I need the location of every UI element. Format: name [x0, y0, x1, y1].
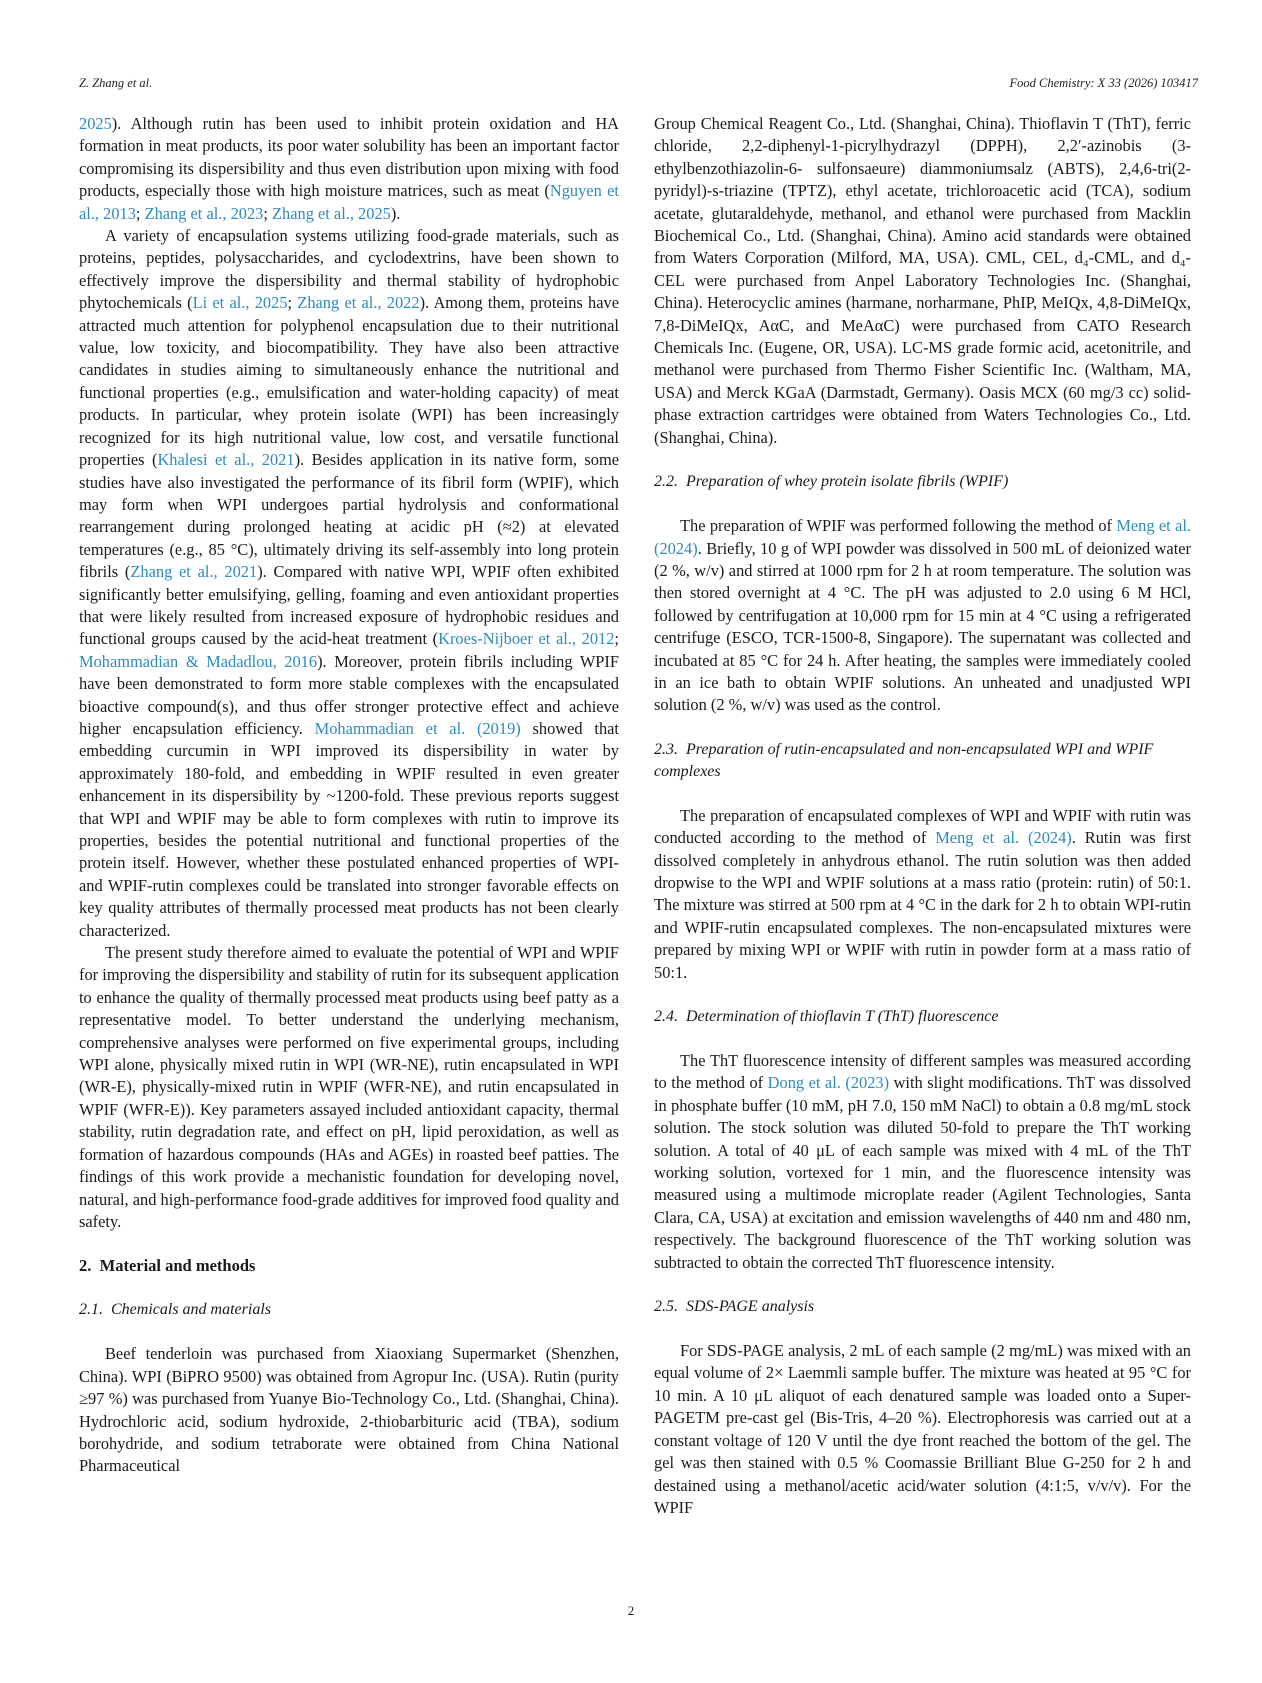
citation-link[interactable]: Li et al., 2025	[192, 293, 288, 313]
citation-link[interactable]: Zhang et al., 2022	[297, 293, 420, 313]
paragraph: Beef tenderloin was purchased from Xiaoxiang Supermarket (Shenzhen, China). WPI (BiPRO 9500) was obtained from Agropur Inc. (USA). Rutin (purity ≥97 %) was purchased from Yuanye Bio-Technology Co., Ltd. (Shanghai, China). Hydrochloric acid, sodium hydroxide, 2-thiobarbituric acid (TBA), sodium borohydride, and sodium tetraborate were obtained from China National Pharmaceutical	[79, 1344, 619, 1476]
citation-link[interactable]: Nguyen et al., 2013	[79, 181, 619, 223]
subsection-heading: 2.5. SDS-PAGE analysis	[654, 1298, 815, 1316]
citation-link[interactable]: Meng et al. (2024)	[935, 828, 1072, 848]
citation-link[interactable]: Zhang et al., 2021	[130, 562, 258, 582]
right-column	[654, 113, 1191, 1519]
paragraph: The present study therefore aimed to evaluate the potential of WPI and WPIF for improving the dispersibility and stability of rutin for its subsequent application to enhance the quality of thermally processed meat products using beef patty as a representative model. To better understand the underlying mechanism, comprehensive analyses were performed on five experimental groups, including WPI alone, physically mixed rutin in WPI (WR-NE), rutin encapsulated in WPI (WR-E), physically-mixed rutin in WPIF (WFR-NE), and rutin encapsulated in WPIF (WFR-E)). Key parameters assayed included antioxidant capacity, thermal stability, rutin degradation rate, and effect on pH, lipid peroxidation, as well as formation of hazardous compounds (HAs and AGEs) in roasted beef patties. The findings of this work provide a mechanistic foundation for developing novel, natural, and high-performance food-grade additives for improved food quality and safety.	[79, 943, 619, 1231]
citation-link[interactable]: Mohammadian et al. (2019)	[314, 718, 521, 738]
citation-link[interactable]: Khalesi et al., 2021	[157, 450, 295, 470]
citation-link[interactable]: 2025	[79, 114, 112, 133]
citation-link[interactable]: Zhang et al., 2025	[272, 203, 391, 223]
citation-link[interactable]: Dong et al. (2023)	[767, 1073, 890, 1093]
subsection-heading: 2.1. Chemicals and materials	[79, 1301, 271, 1319]
section-heading: 2. Material and methods	[79, 1256, 256, 1276]
running-head-authors: Z. Zhang et al.	[79, 76, 153, 90]
paragraph: The ThT fluorescence intensity of different samples was measured according to the method of Dong et al. (2023) with slight modifications. ThT was dissolved in phosphate buffer (10 mM, pH 7.0, 150 mM NaCl) to obtain a 0.8 mg/mL stock solution. The stock solution was diluted 50-fold to prepare the ThT working solution. A total of 40 μL of each sample was mixed with 4 mL of the ThT working solution, vortexed for 1 min, and the fluorescence intensity was measured using a multimode microplate reader (Agilent Technologies, Santa Clara, CA, USA) at excitation and emission wavelengths of 440 nm and 480 nm, respectively. The background fluorescence of the ThT working solution was subtracted to obtain the corrected ThT fluorescence intensity.	[654, 1051, 1191, 1272]
paragraph: Group Chemical Reagent Co., Ltd. (Shanghai, China). Thioflavin T (ThT), ferric chloride, 2,2-diphenyl-1-picrylhydrazyl (DPPH), 2,2′-azinobis (3-ethylbenzothiazolin-6- sulfonsaeure) diammoniumsalz (ABTS), 2,4,6-tri(2-pyridyl)-s-triazine (TPTZ), ethyl acetate, trichloroacetic acid (TCA), sodium acetate, glutaraldehyde, methanol, and ethanol were purchased from Macklin Biochemical Co., Ltd. (Shanghai, China). Amino acid standards were obtained from Waters Corporation (Milford, MA, USA). CML, CEL, d₄-CML, and d₄-CEL were purchased from Anpel Laboratory Technologies Inc. (Shanghai, China). Heterocyclic amines (harmane, norharmane, PhIP, MeIQx, 4,8-DiMeIQx, 7,8-DiMeIQx, AαC, and MeAαC) were purchased from CATO Research Chemicals Inc. (Eugene, OR, USA). LC-MS grade formic acid, acetonitrile, and methanol were purchased from Thermo Fisher Scientific Inc. (Waltham, MA, USA) and Merck KGaA (Darmstadt, Germany). Oasis MCX (60 mg/3 cc) solid-phase extraction cartridges were obtained from Waters Technologies Co., Ltd. (Shanghai, China).	[654, 114, 1191, 447]
subsection-heading: 2.3. Preparation of rutin-encapsulated and non-encapsulated WPI and WPIF complexes	[654, 740, 1154, 780]
paragraph: A variety of encapsulation systems utilizing food-grade materials, such as proteins, peptides, polysaccharides, and cyclodextrins, have been shown to effectively improve the dispersibility and thermal stability of hydrophobic phytochemicals (Li et al., 2025; Zhang et al., 2022). Among them, proteins have attracted much attention for polyphenol encapsulation due to their nutritional value, low toxicity, and biocompatibility. They have also been attractive candidates in studies aiming to simultaneously enhance the nutritional and functional properties (e.g., emulsification and water-holding capacity) of meat products. In particular, whey protein isolate (WPI) has been increasingly recognized for its high nutritional value, low cost, and versatile functional properties (Khalesi et al., 2021). Besides application in its native form, some studies have also investigated the performance of its fibril form (WPIF), which may form when WPI undergoes partial hydrolysis and conformational rearrangement during prolonged heating at acidic pH (≈2) at elevated temperatures (e.g., 85 °C), ultimately driving its self-assembly into long protein fibrils (Zhang et al., 2021). Compared with native WPI, WPIF often exhibited significantly better emulsifying, gelling, foaming and even antioxidant properties that were likely resulted from increased exposure of hydrophobic residues and functional groups caused by the acid-heat treatment (Kroes-Nijboer et al., 2012; Mohammadian & Madadlou, 2016). Moreover, protein fibrils including WPIF have been demonstrated to form more stable complexes with the encapsulated bioactive compound(s), and thus offer stronger protective effect and achieve higher encapsulation efficiency. Mohammadian et al. (2019) showed that embedding curcumin in WPI improved its dispersibility in water by approximately 180-fold, and embedding in WPIF resulted in even greater enhancement in its dispersibility by ~1200-fold. These previous reports suggest that WPI and WPIF may be able to form complexes with rutin to improve its properties, besides the potential nutritional and functional properties of the protein itself. However, whether these postulated enhanced properties of WPI- and WPIF-rutin complexes could be translated into stronger favorable effects on key quality attributes of thermally processed meat products has not been clearly characterized.	[79, 226, 619, 940]
running-head-journal: Food Chemistry: X 33 (2026) 103417	[1009, 76, 1198, 90]
citation-link[interactable]: Zhang et al., 2023	[144, 203, 264, 223]
subsection-heading: 2.2. Preparation of whey protein isolate fibrils (WPIF)	[654, 473, 1009, 491]
subsection-heading: 2.4. Determination of thioflavin T (ThT) fluorescence	[654, 1008, 999, 1025]
page-number: 2	[627, 1603, 635, 1618]
left-column	[79, 113, 619, 1478]
paragraph: 2025). Although rutin has been used to inhibit protein oxidation and HA formation in meat products, its poor water solubility has been an important factor compromising its dispersibility and thus even distribution upon mixing with food products, especially those with high moisture matrices, such as meat (Nguyen et al., 2013; Zhang et al., 2023; Zhang et al., 2025).	[79, 114, 619, 223]
paragraph: For SDS-PAGE analysis, 2 mL of each sample (2 mg/mL) was mixed with an equal volume of 2× Laemmli sample buffer. The mixture was heated at 95 °C for 10 min. A 10 μL aliquot of each denatured sample was loaded onto a Super-PAGETM pre-cast gel (Bis-Tris, 4–20 %). Electrophoresis was carried out at a constant voltage of 120 V until the dye front reached the bottom of the gel. The gel was then stained with 0.5 % Coomassie Brilliant Blue G-250 for 2 h and destained using a methanol/acetic acid/water solution (4:1:5, v/v/v). For the WPIF	[654, 1341, 1191, 1517]
citation-link[interactable]: Meng et al. (2024)	[654, 516, 1191, 558]
paragraph: The preparation of encapsulated complexes of WPI and WPIF with rutin was conducted according to the method of Meng et al. (2024). Rutin was first dissolved completely in anhydrous ethanol. The rutin solution was then added dropwise to the WPI and WPIF solutions at a mass ratio (protein: rutin) of 50:1. The mixture was stirred at 500 rpm at 4 °C in the dark for 2 h to obtain WPI-rutin and WPIF-rutin encapsulated complexes. The non-encapsulated mixtures were prepared by mixing WPI or WPIF with rutin in powder form at a mass ratio of 50:1.	[654, 805, 1191, 982]
citation-link[interactable]: Kroes-Nijboer et al., 2012	[438, 629, 615, 649]
paragraph: The preparation of WPIF was performed following the method of Meng et al. (2024). Briefly, 10 g of WPI powder was dissolved in 500 mL of deionized water (2 %, w/v) and stirred at 1000 rpm for 2 h at room temperature. The solution was then stored overnight at 4 °C. The pH was adjusted to 2.0 using 6 M HCl, followed by centrifugation at 10,000 rpm for 15 min at 4 °C using a refrigerated centrifuge (ESCO, TCR-1500-8, Singapore). The supernatant was collected and incubated at 85 °C for 24 h. After heating, the samples were immediately cooled in an ice bath to obtain WPIF solutions. An unheated and unadjusted WPI solution (2 %, w/v) was used as the control.	[654, 516, 1191, 715]
citation-link[interactable]: Mohammadian & Madadlou, 2016	[79, 651, 318, 671]
